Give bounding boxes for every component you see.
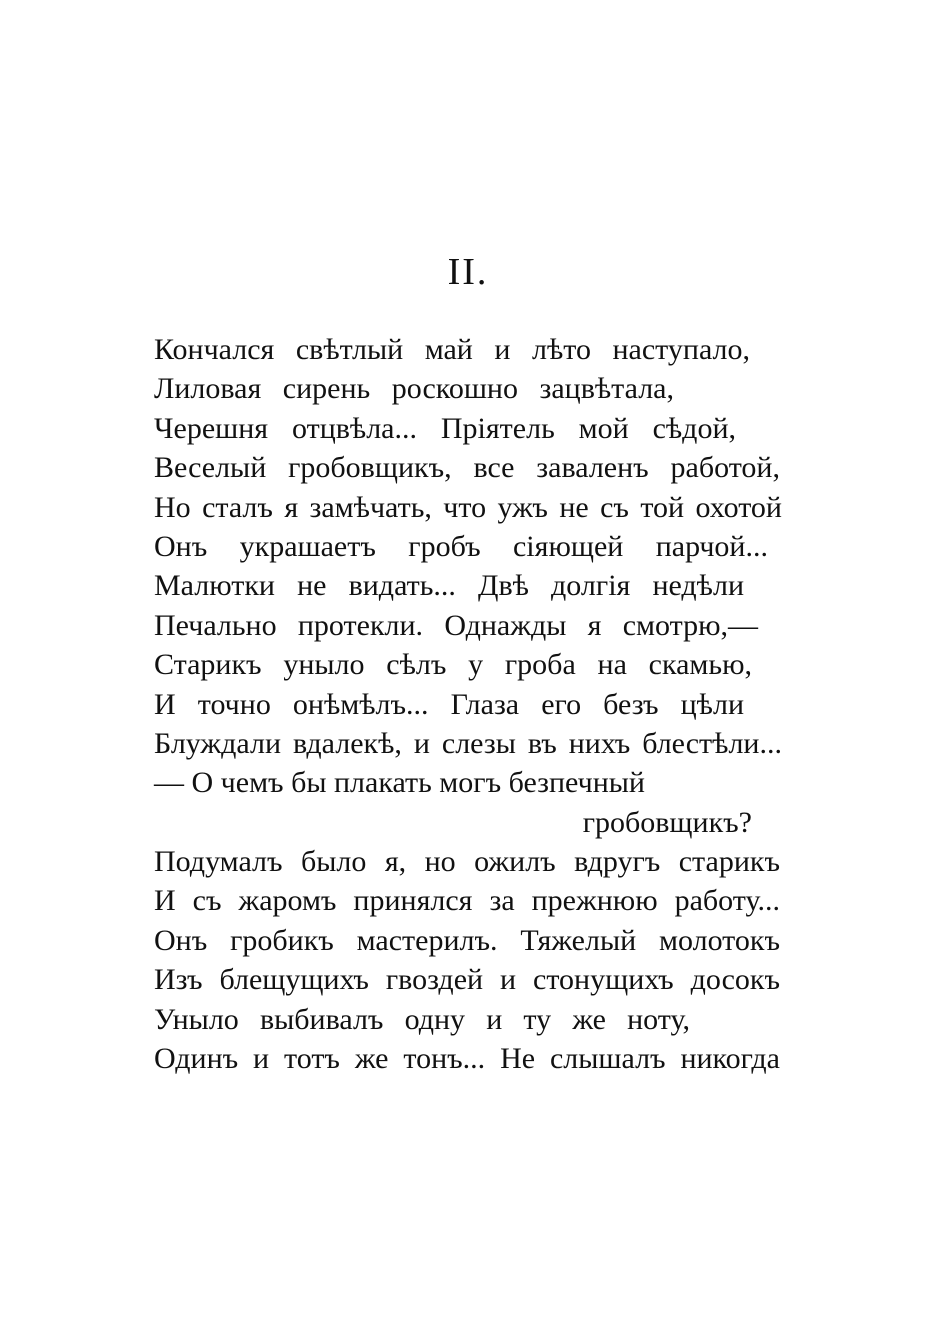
poem-line: Черешня отцвѣла... Пріятель мой сѣдой,: [154, 411, 736, 445]
poem-line: Печально протекли. Однажды я смотрю,—: [154, 608, 758, 642]
poem-line: — О чемъ бы плакать могъ безпечный: [154, 766, 645, 800]
poem-line: Онъ украшаетъ гробъ сіяющей парчой...: [154, 529, 768, 563]
poem-line: Малютки не видать... Двѣ долгія недѣли: [154, 569, 744, 603]
poem-line: Онъ гробикъ мастерилъ. Тяжелый молотокъ: [154, 923, 780, 957]
poem-line: Старикъ уныло сѣлъ у гроба на скамью,: [154, 648, 752, 682]
poem-line: Веселый гробовщикъ, все заваленъ работой,: [154, 451, 780, 485]
poem-line: Но сталъ я замѣчать, что ужъ не съ той охотой: [154, 490, 782, 524]
section-number: II.: [447, 251, 489, 293]
poem-text: [154, 330, 794, 1078]
poem-line: Изъ блещущихъ гвоздей и стонущихъ досокъ: [154, 963, 780, 997]
poem-line: Лиловая сирень роскошно зацвѣтала,: [154, 372, 674, 406]
poem-line: И точно онѣмѣлъ... Глаза его безъ цѣли: [154, 687, 744, 721]
poem-line: Блуждали вдалекѣ, и слезы въ нихъ блестѣли...: [154, 726, 782, 760]
poem-line: Кончался свѣтлый май и лѣто наступало,: [154, 333, 750, 366]
poem-line-continuation: гробовщикъ?: [582, 805, 752, 839]
poem-line: И съ жаромъ принялся за прежнюю работу...: [154, 884, 780, 918]
poem-line: Одинъ и тотъ же тонъ... Не слышалъ никогда: [154, 1042, 780, 1076]
poem-line: Уныло выбивалъ одну и ту же ноту,: [154, 1002, 690, 1036]
poem-line: Подумалъ было я, но ожилъ вдругъ старикъ: [154, 845, 780, 879]
